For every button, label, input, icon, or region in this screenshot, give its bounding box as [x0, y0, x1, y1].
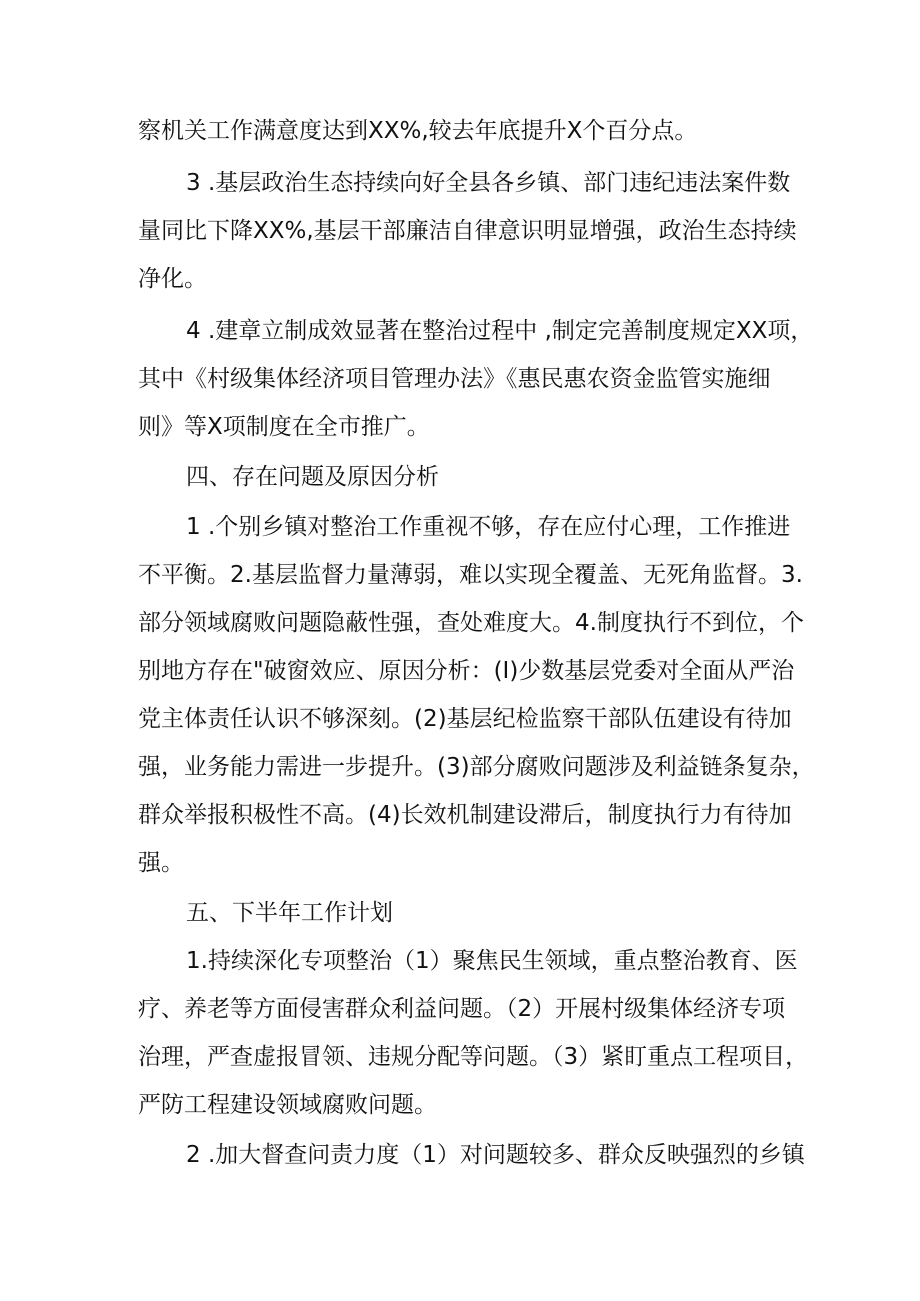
text-line: 则》等X项制度在全市推广。: [138, 414, 430, 440]
text-line: 疗、养老等方面侵害群众利益问题。（2）开展村级集体经济专项: [138, 996, 786, 1022]
text-line: 3 .基层政治生态持续向好全县各乡镇、部门违纪违法案件数: [186, 170, 791, 196]
text-line: 量同比下降XX%,基层干部廉洁自律意识明显增强，政治生态持续: [138, 218, 797, 244]
text-line: 强。: [138, 850, 184, 876]
text-line: 不平衡。2.基层监督力量薄弱，难以实现全覆盖、无死角监督。3.: [138, 562, 803, 588]
text-line: 4 .建章立制成效显著在整治过程中 ,制定完善制度规定XX项，: [186, 318, 814, 344]
section-heading: 五、下半年工作计划: [186, 900, 393, 926]
section-heading: 四、存在问题及原因分析: [186, 464, 439, 490]
text-line: 1 .个别乡镇对整治工作重视不够，存在应付心理，工作推进: [186, 514, 791, 540]
text-line: 治理，严查虚报冒领、违规分配等问题。（3）紧盯重点工程项目，: [138, 1044, 809, 1070]
text-line: 党主体责任认识不够深刻。(2)基层纪检监察干部队伍建设有待加: [138, 706, 792, 732]
text-line: 其中《村级集体经济项目管理办法》《惠民惠农资金监管实施细: [138, 366, 771, 392]
text-line: 2 .加大督查问责力度（1）对问题较多、群众反映强烈的乡镇: [186, 1142, 805, 1168]
text-line: 1.持续深化专项整治（1）聚焦民生领域，重点整治教育、医: [186, 948, 798, 974]
text-line: 严防工程建设领域腐败问题。: [138, 1092, 437, 1118]
text-line: 部分领域腐败问题隐蔽性强，查处难度大。4.制度执行不到位，个: [138, 610, 804, 636]
text-line: 净化。: [138, 266, 207, 292]
text-line: 强，业务能力需进一步提升。(3)部分腐败问题涉及利益链条复杂，: [138, 754, 815, 780]
text-line: 别地方存在"破窗效应、原因分析：(I)少数基层党委对全面从严治: [138, 658, 795, 684]
text-line: 察机关工作满意度达到XX%,较去年底提升X个百分点。: [138, 118, 698, 144]
text-line: 群众举报积极性不高。(4)长效机制建设滞后，制度执行力有待加: [138, 802, 792, 828]
